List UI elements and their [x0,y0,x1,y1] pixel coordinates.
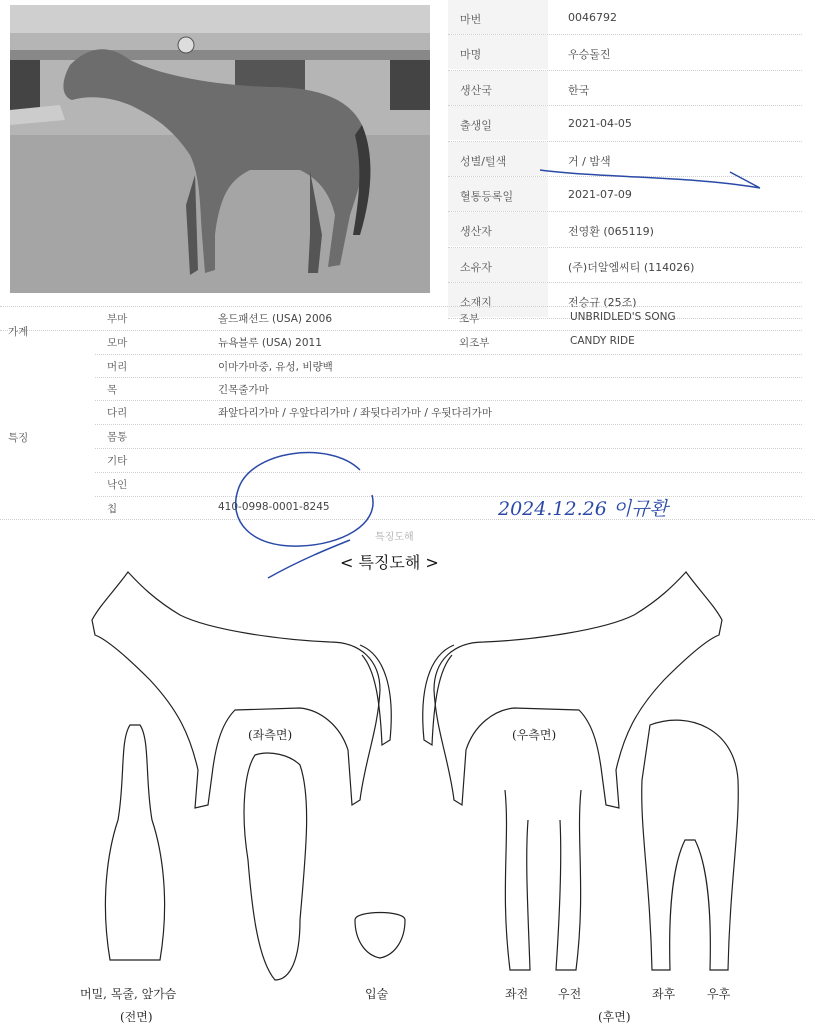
right-side-label: (우측면) [512,728,557,742]
info-label: 소재지 [460,296,492,310]
left-hind-label: 좌후 [652,987,676,1001]
damsire-label: 외조부 [459,337,490,349]
right-fore-label: 우전 [558,987,582,1001]
info-value: 우승돌진 [568,48,611,62]
feature-value: 긴목줄가마 [218,384,269,396]
right-hind-label: 우후 [707,987,731,1001]
dam-value: 뉴욕블루 (USA) 2011 [218,337,322,349]
sire-label: 부마 [107,313,128,325]
feature-value: 410-0998-0001-8245 [218,501,330,513]
feature-label: 목 [107,384,118,396]
feature-value: 이마가마중, 유성, 비량백 [218,361,333,373]
info-label: 성별/털색 [460,154,507,168]
info-label: 마번 [460,13,482,26]
damsire-value: CANDY RIDE [570,335,635,347]
info-label: 마명 [460,48,482,62]
feature-label: 다리 [107,407,128,419]
horse-diagram [0,560,815,1036]
sire-value: 올드패션드 (USA) 2006 [218,313,333,325]
muzzle-label: 입술 [365,987,389,1001]
diagram-title: < 특징도해 > [340,553,439,572]
info-label: 생산국 [460,83,492,97]
info-value: 2021-04-05 [568,117,632,131]
info-label: 혈통등록일 [460,189,514,203]
pedigree-section-label: 가계 [8,326,29,338]
info-label: 출생일 [460,119,492,133]
info-value: (주)더알엠씨티 (114026) [568,260,695,274]
dam-label: 모마 [107,337,128,349]
info-label: 소유자 [460,260,492,274]
diagram-small-title: 특징도해 [375,532,414,543]
info-value: 한국 [568,83,590,97]
front-caption: 머밀, 목줄, 앞가슴 [80,987,177,1001]
left-side-label: (좌측면) [248,728,293,742]
handwritten-signature: 2024.12.26 이규환 [498,498,668,520]
feature-label: 기타 [107,455,128,467]
info-value: 전영환 (065119) [568,225,654,239]
info-label: 생산자 [460,225,492,239]
info-value: 0046792 [568,11,617,24]
left-fore-label: 좌전 [505,987,529,1001]
feature-value: 좌앞다리가마 / 우앞다리가마 / 좌뒷다리가마 / 우뒷다리가마 [218,407,493,419]
info-value: 전승규 (25조) [568,296,637,310]
rear-label: (후면) [598,1010,631,1024]
grandsire-label: 조부 [459,313,480,325]
front-label: (전면) [120,1010,153,1024]
info-value: 2021-07-09 [568,187,632,201]
feature-label: 칩 [107,503,118,515]
grandsire-value: UNBRIDLED'S SONG [570,311,676,323]
feature-label: 머리 [107,361,128,373]
features-section-label: 특징 [8,432,29,444]
feature-label: 낙인 [107,479,128,491]
feature-label: 몸통 [107,431,128,443]
info-value: 거 / 밤색 [568,154,611,168]
